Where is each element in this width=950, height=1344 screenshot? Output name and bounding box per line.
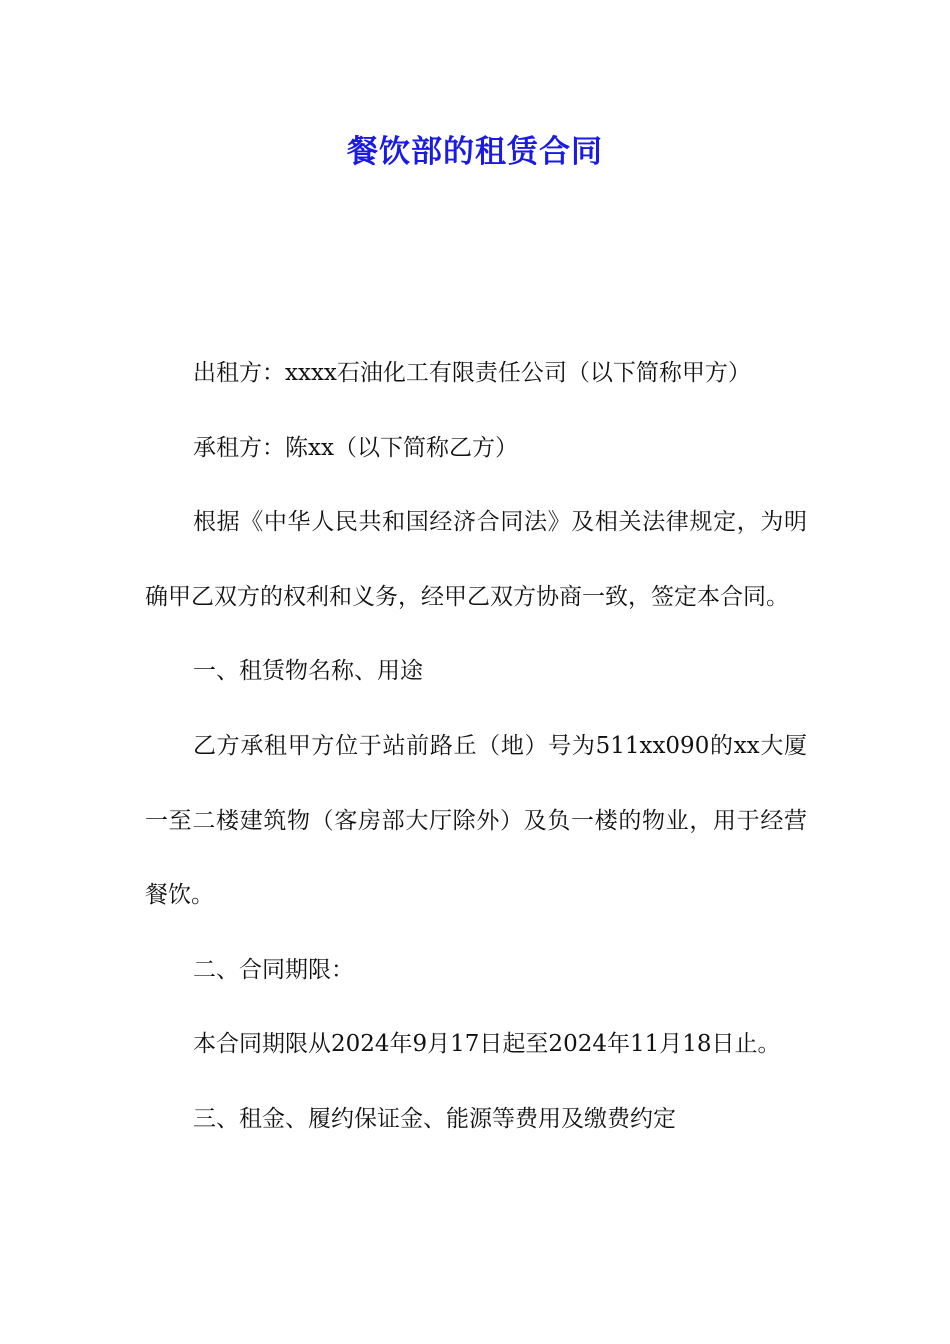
section-heading-2: 二、合同期限：: [193, 956, 354, 983]
paragraph-lessee: 承租方：陈xx（以下简称乙方）: [193, 434, 518, 461]
section-heading-3: 三、租金、履约保证金、能源等费用及缴费约定: [193, 1105, 676, 1132]
section-heading-1: 一、租赁物名称、用途: [193, 658, 423, 685]
paragraph-lessor: 出租方：xxxx石油化工有限责任公司（以下简称甲方）: [193, 360, 751, 386]
document-body: [145, 336, 807, 1157]
paragraph-term: 本合同期限从2024年9月17日起至2024年11月18日止。: [193, 1031, 781, 1058]
paragraph-lease-object: 乙方承租甲方位于站前路丘（地）号为511xx090的xx大厦一至二楼建筑物（客房部大厅除外）及负一楼的物业，用于经营餐饮。: [145, 732, 807, 909]
paragraph-legal-basis: 根据《中华人民共和国经济合同法》及相关法律规定，为明确甲乙双方的权利和义务，经甲乙双方协商一致，签定本合同。: [145, 509, 807, 610]
document-title: 餐饮部的租赁合同: [347, 134, 603, 170]
